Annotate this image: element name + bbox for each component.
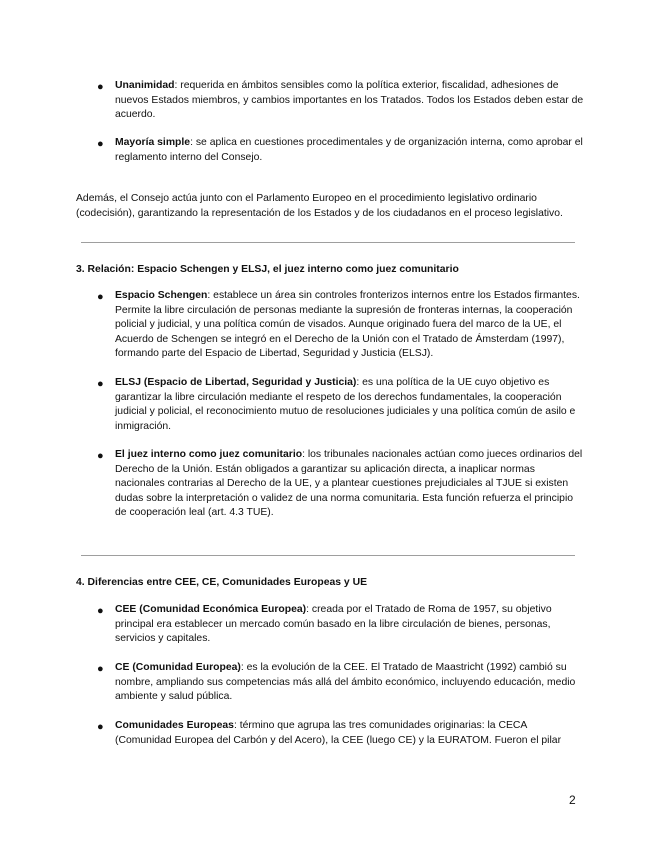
list-item-elsj bbox=[115, 376, 585, 434]
list-item-term: Espacio Schengen bbox=[115, 290, 208, 301]
list-item-term: Unanimidad bbox=[115, 80, 175, 91]
bullet-icon: ● bbox=[97, 450, 104, 462]
list-item-ce bbox=[115, 661, 585, 705]
list-item-text: : es una política de la UE cuyo objetivo es garantizar la libre circulación mediante el respeto de los derechos fundamentales, la cooperación judicial y policial, el reconocimiento mutuo de resoluciones judiciales y una política común de asilo e inmigración. bbox=[115, 377, 576, 432]
bullet-icon: ● bbox=[97, 378, 104, 390]
list-item-comunidades-europeas bbox=[115, 719, 585, 748]
list-item-text: : es la evolución de la CEE. El Tratado de Maastricht (1992) cambió su nombre, ampliando sus competencias más allá del ámbito económico, incluyendo educación, medio ambiente y salud pública. bbox=[115, 662, 576, 702]
list-item-juez-interno bbox=[115, 448, 585, 521]
list-item-term: El juez interno como juez comunitario bbox=[115, 449, 303, 460]
list-item-term: CEE (Comunidad Económica Europea) bbox=[115, 604, 307, 615]
section-4-heading: 4. Diferencias entre CEE, CE, Comunidades Europeas y UE bbox=[76, 577, 368, 588]
list-item-term: Comunidades Europeas bbox=[115, 720, 234, 731]
paragraph-codecision: Además, el Consejo actúa junto con el Parlamento Europeo en el procedimiento legislativo ordinario (codecisión), garantizando la representación de los Estados y de los ciudadanos en el proceso legislativo. bbox=[76, 193, 563, 219]
list-item-term: Mayoría simple bbox=[115, 137, 191, 148]
list-item-espacio-schengen bbox=[115, 289, 585, 362]
list-item-mayoria-simple bbox=[115, 136, 585, 165]
page-number: 2 bbox=[569, 793, 576, 807]
bullet-icon: ● bbox=[97, 291, 104, 303]
bullet-icon: ● bbox=[97, 81, 104, 93]
list-item-text: : se aplica en cuestiones procedimentales y de organización interna, como aprobar el reglamento interno del Consejo. bbox=[115, 137, 583, 163]
list-item-text: : requerida en ámbitos sensibles como la política exterior, fiscalidad, adhesiones de nuevos Estados miembros, y cambios importantes en los Tratados. Todos los Estados deben estar de acuerdo. bbox=[115, 80, 584, 120]
list-item-term: ELSJ (Espacio de Libertad, Seguridad y Justicia) bbox=[115, 377, 357, 388]
bullet-icon: ● bbox=[97, 605, 104, 617]
bullet-icon: ● bbox=[97, 663, 104, 675]
horizontal-divider bbox=[81, 555, 575, 556]
list-item-text: : creada por el Tratado de Roma de 1957, su objetivo principal era establecer un mercado común basado en la libre circulación de bienes, personas, servicios y capitales. bbox=[115, 604, 552, 644]
list-item-text: : término que agrupa las tres comunidades originarias: la CECA (Comunidad Europea del Carbón y del Acero), la CEE (luego CE) y la EURATOM. Fueron el pilar bbox=[115, 720, 562, 746]
list-item-text: : establece un área sin controles fronterizos internos entre los Estados firmantes. Permite la libre circulación de personas mediante la supresión de fronteras internas, la cooperación policial y judicial, y una política común de visados. Aunque originado fuera del marco de la UE, el Acuerdo de Schengen se integró en el Derecho de la Unión con el Tratado de Ámsterdam (1997), formando parte del Espacio de Libertad, Seguridad y Justicia (ELSJ). bbox=[115, 290, 580, 359]
bullet-icon: ● bbox=[97, 721, 104, 733]
list-item-term: CE (Comunidad Europea) bbox=[115, 662, 241, 673]
horizontal-divider bbox=[81, 242, 575, 243]
bullet-icon: ● bbox=[97, 138, 104, 150]
list-item-text: : los tribunales nacionales actúan como jueces ordinarios del Derecho de la Unión. Están obligados a garantizar su aplicación directa, a inaplicar normas nacionales contrarias al Derecho de la UE, y a plantear cuestiones prejudiciales al TJUE si existen dudas sobre la interpretación o validez de una norma comunitaria. Esta función refuerza el principio de cooperación leal (art. 4.3 TUE). bbox=[115, 449, 583, 518]
list-item-cee bbox=[115, 603, 585, 647]
list-item-unanimidad bbox=[115, 79, 585, 123]
section-3-heading: 3. Relación: Espacio Schengen y ELSJ, el juez interno como juez comunitario bbox=[76, 264, 459, 275]
